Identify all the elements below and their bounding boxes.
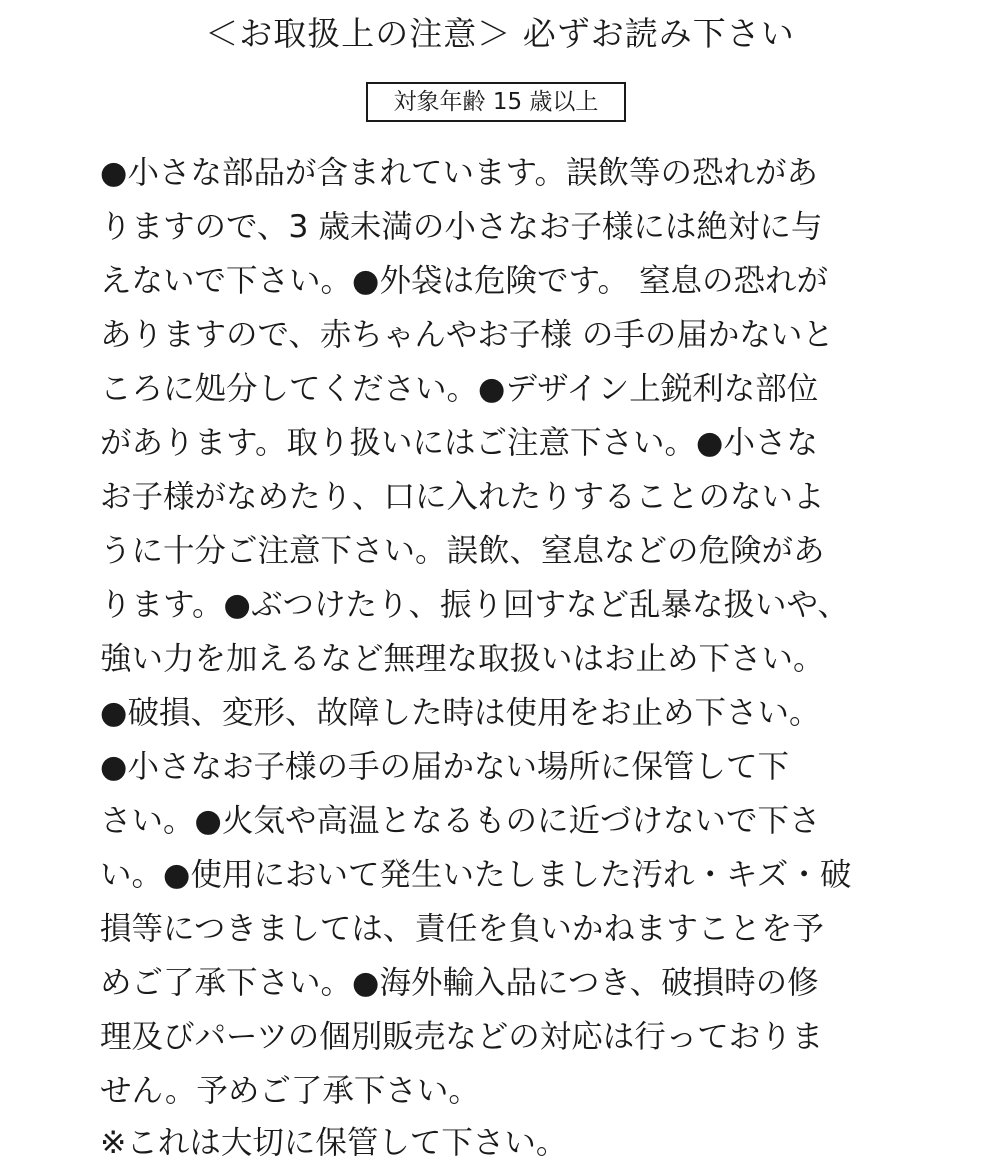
- caution-line: い。●使用において発生いたしました汚れ・キズ・破: [100, 857, 852, 893]
- storage-note: ※これは大切に保管して下さい。: [100, 1125, 568, 1161]
- caution-line: ころに処分してください。●デザイン上鋭利な部位: [100, 371, 819, 407]
- caution-line: ●小さな部品が含まれています。誤飲等の恐れがあ: [100, 155, 818, 191]
- caution-line: 強い力を加えるなど無理な取扱いはお止め下さい。: [100, 641, 825, 677]
- caution-line: 理及びパーツの個別販売などの対応は行っておりま: [100, 1019, 824, 1055]
- age-rating-box: 対象年齢 15 歳以上: [366, 82, 626, 122]
- caution-line: ●小さなお子様の手の届かない場所に保管して下: [100, 749, 789, 785]
- caution-line: お子様がなめたり、口に入れたりすることのないよ: [100, 479, 825, 515]
- caution-line: えないで下さい。●外袋は危険です。 窒息の恐れが: [100, 263, 828, 299]
- caution-text-block: [100, 146, 900, 1170]
- caution-line: があります。取り扱いにはご注意下さい。●小さな: [100, 425, 818, 461]
- caution-line: 損等につきましては、責任を負いかねますことを予: [100, 911, 824, 947]
- caution-line: ありますので、赤ちゃんやお子様 の手の届かないと: [100, 317, 834, 353]
- caution-line: ●破損、変形、故障した時は使用をお止め下さい。: [100, 695, 821, 731]
- caution-line: ります。●ぶつけたり、振り回すなど乱暴な扱いや、: [100, 587, 849, 623]
- notice-heading: ＜お取扱上の注意＞ 必ずお読み下さい: [205, 14, 795, 53]
- caution-line: うに十分ご注意下さい。誤飲、窒息などの危険があ: [100, 533, 825, 569]
- caution-line: りますので、3 歳未満の小さなお子様には絶対に与: [100, 209, 823, 245]
- caution-line: せん。予めご了承下さい。: [100, 1073, 480, 1109]
- caution-line: めご了承下さい。●海外輸入品につき、破損時の修: [100, 965, 819, 1001]
- caution-line: さい。●火気や高温となるものに近づけないで下さ: [100, 803, 821, 839]
